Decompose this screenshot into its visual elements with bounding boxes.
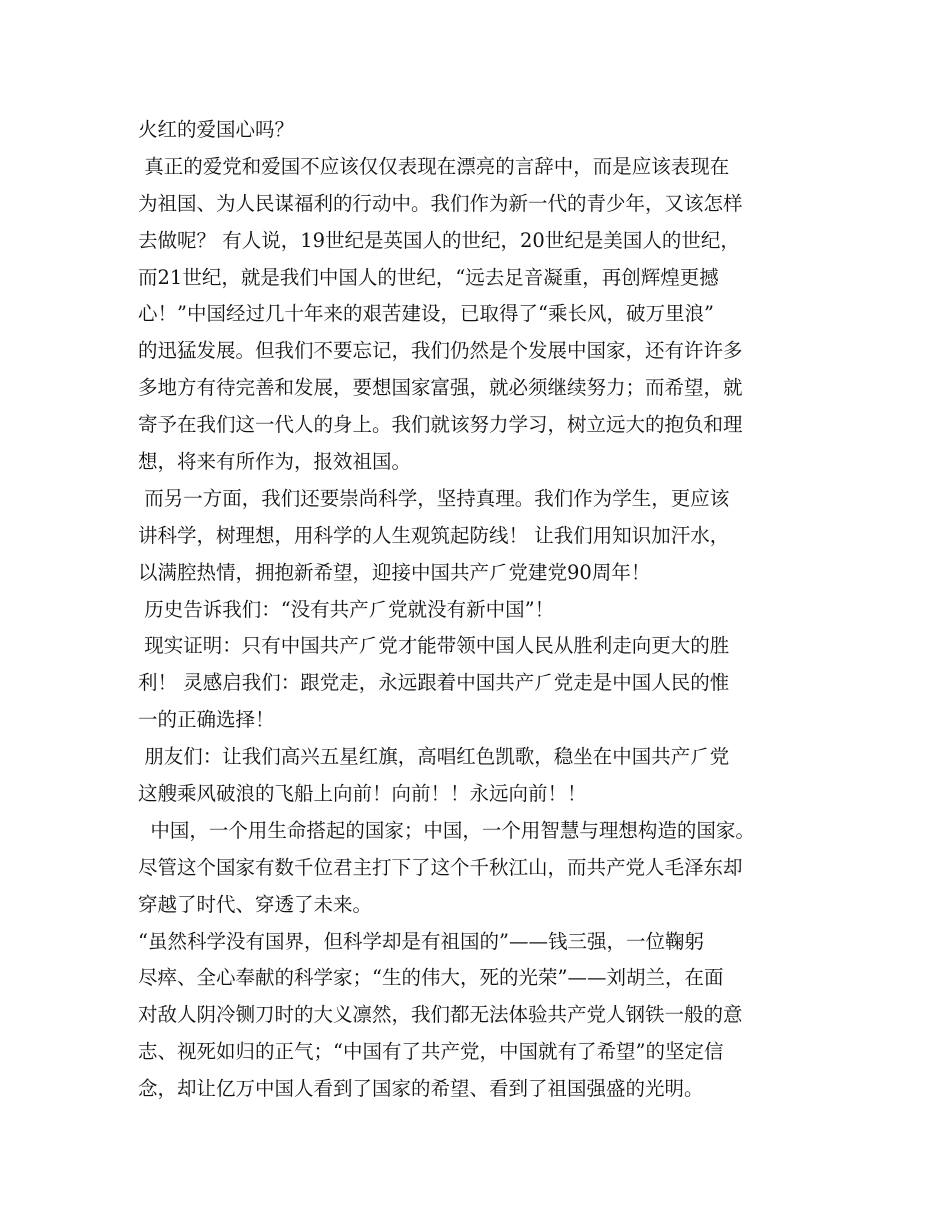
text-line: 真正的爱党和爱国不应该仅仅表现在漂亮的言辞中，而是应该表现在 — [138, 154, 730, 178]
text-line: 中国，一个用生命搭起的国家；中国，一个用智慧与理想构造的国家。 — [138, 818, 755, 842]
document-body — [138, 112, 828, 1108]
text-line: 而21世纪，就是我们中国人的世纪，“远去足音凝重，再创辉煌更撼 — [138, 265, 719, 289]
text-line: 的迅猛发展。但我们不要忘记，我们仍然是个发展中国家，还有许许多 — [138, 339, 743, 363]
text-line: 穿越了时代、穿透了未来。 — [138, 892, 373, 916]
text-line: 寄予在我们这一代人的身上。我们就该努力学习，树立远大的抱负和理 — [138, 413, 743, 437]
text-line: 念，却让亿万中国人看到了国家的希望、看到了祖国强盛的光明。 — [138, 1077, 704, 1101]
text-line: 火红的爱国心吗？ — [138, 118, 295, 141]
text-line: 尽瘁、全心奉献的科学家；“生的伟大，死的光荣”——刘胡兰，在面 — [138, 966, 724, 990]
text-line: 而另一方面，我们还要崇尚科学，坚持真理。我们作为学生，更应该 — [138, 486, 730, 510]
text-line: 利！ 灵感启我们：跟党走，永远跟着中国共产⺁党走是中国人民的惟 — [138, 671, 730, 695]
text-line: 尽管这个国家有数千位君主打下了这个千秋江山，而共产党人毛泽东却 — [138, 855, 743, 879]
text-line: 志、视死如归的正气；“中国有了共产党，中国就有了希望”的坚定信 — [138, 1040, 724, 1064]
text-line: 讲科学，树理想，用科学的人生观筑起防线！ 让我们用知识加汗水， — [138, 523, 730, 547]
text-line: 对敌人阴冷铡刀时的大义凛然，我们都无法体验共产党人钢铁一般的意 — [138, 1003, 743, 1027]
text-line: 一的正确选择！ — [138, 708, 275, 732]
text-line: 为祖国、为人民谋福利的行动中。我们作为新一代的青少年，又该怎样 — [138, 191, 743, 215]
text-line: 这艘乘风破浪的飞船上向前！向前！！永远向前！！ — [138, 782, 587, 806]
text-line: 以满腔热情，拥抱新希望，迎接中国共产⺁党建党90周年！ — [138, 560, 651, 584]
text-line: 历史告诉我们：“没有共产⺁党就没有新中国”！ — [138, 597, 555, 621]
text-line: 去做呢？ 有人说，19世纪是英国人的世纪，20世纪是美国人的世纪， — [138, 228, 740, 252]
text-line: 想，将来有所作为，报效祖国。 — [138, 450, 412, 474]
text-line: 现实证明：只有中国共产⺁党才能带领中国人民从胜利走向更大的胜 — [138, 634, 730, 658]
text-line: “虽然科学没有国界，但科学却是有祖国的”——钱三强，一位鞠躬 — [138, 929, 704, 953]
text-line: 朋友们：让我们高兴五星红旗，高唱红色凯歌，稳坐在中国共产⺁党 — [138, 745, 730, 769]
text-line: 心！”中国经过几十年来的艰苦建设，已取得了“乘长风，破万里浪” — [138, 302, 714, 326]
text-line: 多地方有待完善和发展，要想国家富强，就必须继续努力；而希望，就 — [138, 376, 743, 400]
